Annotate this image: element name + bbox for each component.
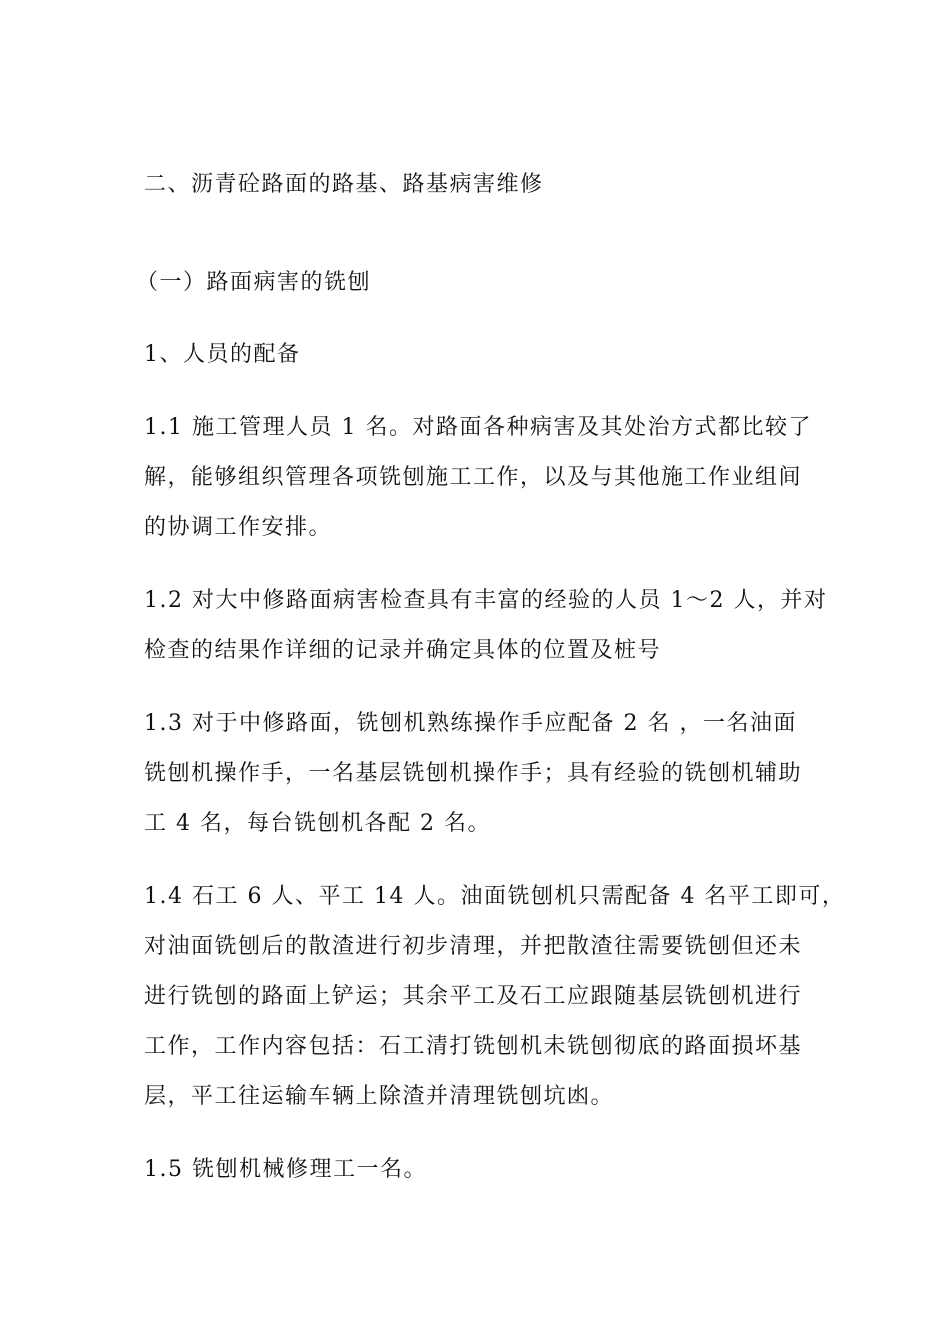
paragraph-1-4-line-2: 对油面铣刨后的散渣进行初步清理，并把散渣往需要铣刨但还未	[144, 934, 803, 959]
paragraph-1-5-line-1: 1.5 铣刨机械修理工一名。	[144, 1157, 427, 1182]
paragraph-1-2-line-1: 1.2 对大中修路面病害检查具有丰富的经验的人员 1～2 人，并对	[144, 588, 828, 613]
paragraph-1-3-line-1: 1.3 对于中修路面，铣刨机熟练操作手应配备 2 名 ，一名油面	[144, 711, 797, 736]
paragraph-1-1-line-1: 1.1 施工管理人员 1 名。对路面各种病害及其处治方式都比较了	[144, 415, 812, 440]
paragraph-1-3-line-2: 铣刨机操作手，一名基层铣刨机操作手；具有经验的铣刨机辅助	[144, 761, 803, 786]
sub-heading: （一）路面病害的铣刨	[136, 270, 372, 295]
paragraph-1-1-line-3: 的协调工作安排。	[144, 515, 333, 540]
main-heading: 二、沥青砼路面的路基、路基病害维修	[144, 172, 544, 197]
section-heading: 1、人员的配备	[144, 342, 301, 367]
paragraph-1-4-line-1: 1.4 石工 6 人、平工 14 人。油面铣刨机只需配备 4 名平工即可，	[144, 884, 846, 909]
paragraph-1-4-line-4: 工作，工作内容包括：石工清打铣刨机未铣刨彻底的路面损坏基	[144, 1034, 803, 1059]
paragraph-1-3-line-3: 工 4 名，每台铣刨机各配 2 名。	[144, 811, 491, 836]
paragraph-1-1-line-2: 解，能够组织管理各项铣刨施工工作，以及与其他施工作业组间	[144, 465, 803, 490]
paragraph-1-4-line-3: 进行铣刨的路面上铲运；其余平工及石工应跟随基层铣刨机进行	[144, 984, 803, 1009]
paragraph-1-2-line-2: 检查的结果作详细的记录并确定具体的位置及桩号	[144, 638, 662, 663]
paragraph-1-4-line-5: 层，平工往运输车辆上除渣并清理铣刨坑凼。	[144, 1084, 615, 1109]
